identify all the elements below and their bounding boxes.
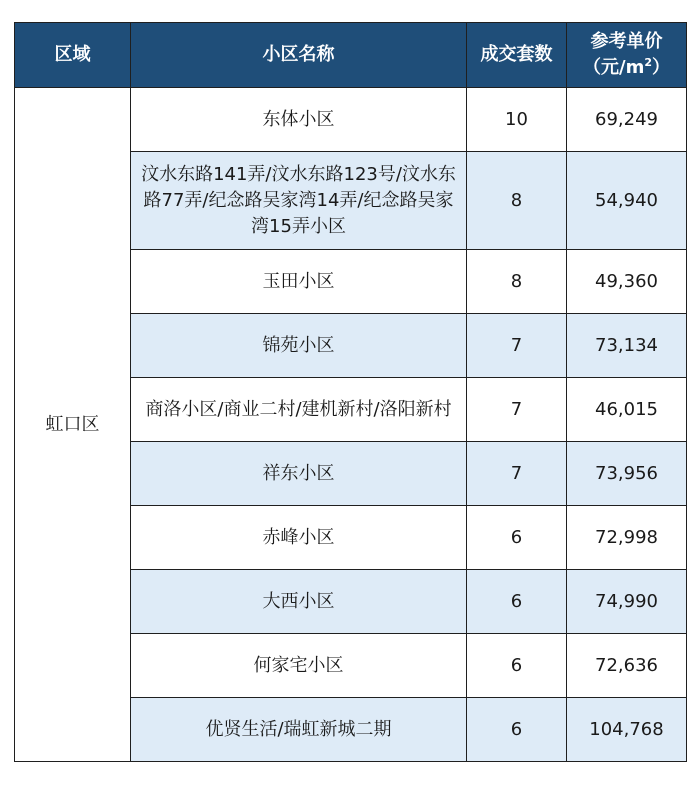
deal-count-cell: 8 xyxy=(467,152,567,250)
community-name-cell: 东体小区 xyxy=(131,88,467,152)
transaction-table-container xyxy=(14,22,686,762)
header-unit-price-line2 xyxy=(571,55,682,81)
deal-count-cell: 7 xyxy=(467,442,567,506)
unit-price-cell: 69,249 xyxy=(567,88,687,152)
deal-count-cell: 6 xyxy=(467,698,567,762)
table-row xyxy=(15,88,687,152)
header-unit-price-sup: 2 xyxy=(644,56,652,69)
deal-count-cell: 6 xyxy=(467,506,567,570)
deal-count-cell: 7 xyxy=(467,314,567,378)
transaction-table xyxy=(14,22,687,762)
deal-count-cell: 6 xyxy=(467,570,567,634)
community-name-cell: 汶水东路141弄/汶水东路123号/汶水东路77弄/纪念路吴家湾14弄/纪念路吴家湾15弄小区 xyxy=(131,152,467,250)
header-community-name: 小区名称 xyxy=(131,23,467,88)
deal-count-cell: 7 xyxy=(467,378,567,442)
community-name-cell: 玉田小区 xyxy=(131,250,467,314)
community-name-cell: 锦苑小区 xyxy=(131,314,467,378)
unit-price-cell: 54,940 xyxy=(567,152,687,250)
community-name-cell: 大西小区 xyxy=(131,570,467,634)
community-name-cell: 赤峰小区 xyxy=(131,506,467,570)
unit-price-cell: 46,015 xyxy=(567,378,687,442)
unit-price-cell: 72,636 xyxy=(567,634,687,698)
header-deal-count: 成交套数 xyxy=(467,23,567,88)
unit-price-cell: 73,956 xyxy=(567,442,687,506)
unit-price-cell: 74,990 xyxy=(567,570,687,634)
header-unit-price-suffix: ） xyxy=(652,57,670,78)
unit-price-cell: 49,360 xyxy=(567,250,687,314)
unit-price-cell: 72,998 xyxy=(567,506,687,570)
unit-price-cell: 104,768 xyxy=(567,698,687,762)
deal-count-cell: 10 xyxy=(467,88,567,152)
header-unit-price xyxy=(567,23,687,88)
community-name-cell: 优贤生活/瑞虹新城二期 xyxy=(131,698,467,762)
community-name-cell: 何家宅小区 xyxy=(131,634,467,698)
header-district: 区域 xyxy=(15,23,131,88)
deal-count-cell: 8 xyxy=(467,250,567,314)
community-name-cell: 祥东小区 xyxy=(131,442,467,506)
district-cell: 虹口区 xyxy=(15,88,131,762)
header-unit-price-line1: 参考单价 xyxy=(590,31,663,52)
unit-price-cell: 73,134 xyxy=(567,314,687,378)
header-row xyxy=(15,23,687,88)
community-name-cell: 商洛小区/商业二村/建机新村/洛阳新村 xyxy=(131,378,467,442)
header-unit-price-prefix: （元/m xyxy=(583,57,645,78)
deal-count-cell: 6 xyxy=(467,634,567,698)
